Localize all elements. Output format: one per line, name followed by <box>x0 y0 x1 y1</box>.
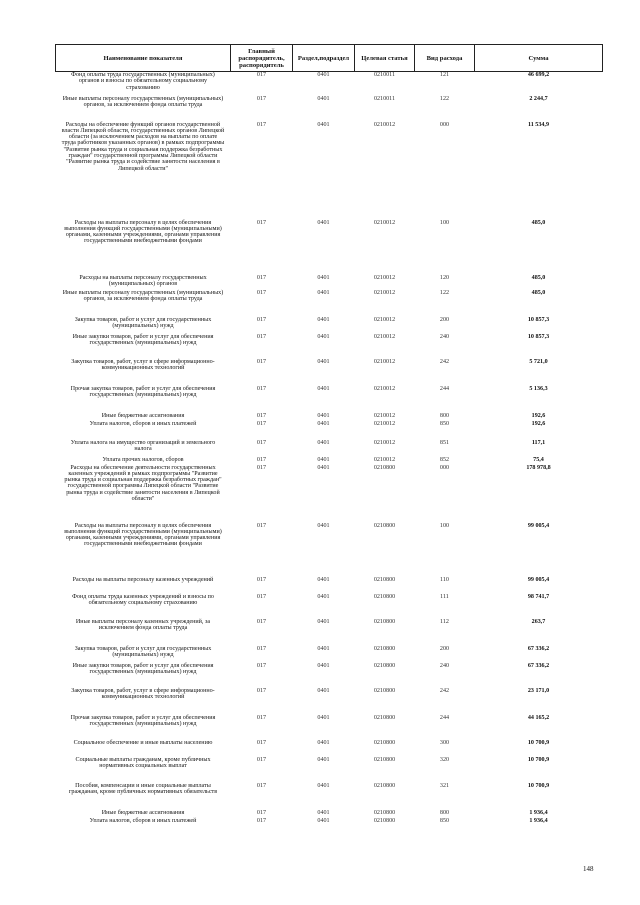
row-expense-type: 121 <box>439 72 450 78</box>
row-name: Иные выплаты персоналу государственных (муниципальных) органов, за исключением фонда оплаты труда <box>62 289 224 302</box>
row-target-article: 0210800 <box>373 782 396 789</box>
row-name: Фонд оплаты труда государственных (муниципальных) органов и взносы по обязательному социальному страхованию <box>71 72 215 91</box>
row-main-manager: 017 <box>256 385 267 392</box>
table-row <box>56 457 603 465</box>
row-section: 0401 <box>317 289 330 296</box>
row-amount: 5 136,3 <box>529 385 548 392</box>
table-row <box>56 122 603 220</box>
table-row <box>56 688 603 715</box>
row-expense-type: 120 <box>439 274 450 281</box>
row-section: 0401 <box>317 456 330 463</box>
table-body <box>56 72 603 826</box>
row-amount: 10 700,9 <box>527 756 550 763</box>
row-name: Социальное обеспечение и иные выплаты населению <box>73 739 213 746</box>
row-main-manager: 017 <box>256 289 267 296</box>
row-section: 0401 <box>317 662 330 669</box>
row-name: Иные выплаты персоналу казенных учреждений, за исключением фонда оплаты труда <box>75 618 211 631</box>
row-main-manager: 017 <box>256 739 267 746</box>
row-section: 0401 <box>317 576 330 583</box>
row-target-article: 0210800 <box>373 714 396 721</box>
row-name: Иные бюджетные ассигнования <box>101 809 185 816</box>
row-target-article: 0210012 <box>373 439 396 446</box>
row-expense-type: 122 <box>439 95 450 102</box>
table-row <box>56 421 603 440</box>
row-name: Иные выплаты персоналу государственных (муниципальных) органов, за исключением фонда оплаты труда <box>62 95 224 108</box>
row-target-article: 0210012 <box>373 274 396 281</box>
row-main-manager: 017 <box>256 576 267 583</box>
row-target-article: 0210012 <box>373 456 396 463</box>
row-amount: 1 936,4 <box>529 809 548 816</box>
row-amount: 10 857,3 <box>527 316 550 323</box>
row-main-manager: 017 <box>256 809 267 816</box>
table-row <box>56 783 603 810</box>
row-main-manager: 017 <box>256 72 267 78</box>
row-name: Расходы на выплаты персоналу государственных (муниципальных) органов <box>79 274 207 287</box>
row-expense-type: 852 <box>439 456 450 463</box>
row-main-manager: 017 <box>256 439 267 446</box>
row-amount: 192,6 <box>531 412 546 419</box>
row-amount: 178 978,8 <box>526 464 551 471</box>
row-expense-type: 240 <box>439 333 450 340</box>
row-expense-type: 111 <box>440 593 449 600</box>
row-target-article: 0210012 <box>373 385 396 392</box>
table-row <box>56 757 603 783</box>
row-expense-type: 200 <box>439 316 450 323</box>
row-main-manager: 017 <box>256 618 267 625</box>
page-number: 148 <box>583 865 594 873</box>
row-expense-type: 000 <box>439 121 450 128</box>
row-expense-type: 200 <box>439 645 450 652</box>
row-main-manager: 017 <box>256 645 267 652</box>
row-section: 0401 <box>317 219 330 226</box>
row-main-manager: 017 <box>256 219 267 226</box>
row-section: 0401 <box>317 95 330 102</box>
row-main-manager: 017 <box>256 464 267 471</box>
table-row <box>56 577 603 594</box>
row-amount: 67 336,2 <box>527 662 550 669</box>
row-name: Закупка товаров, работ и услуг для государственных (муниципальных) нужд <box>74 645 212 658</box>
row-name: Прочая закупка товаров, работ и услуг для обеспечения государственных (муниципальных) нужд <box>70 714 216 727</box>
row-target-article: 0210800 <box>373 809 396 816</box>
table-row <box>56 290 603 317</box>
row-section: 0401 <box>317 714 330 721</box>
row-target-article: 0210800 <box>373 739 396 746</box>
row-section: 0401 <box>317 782 330 789</box>
row-target-article: 0210800 <box>373 817 396 824</box>
row-section: 0401 <box>317 72 330 78</box>
row-target-article: 0210012 <box>373 333 396 340</box>
row-name: Иные закупки товаров, работ и услуг для обеспечения государственных (муниципальных) нужд <box>72 662 214 675</box>
table-row <box>56 359 603 386</box>
row-main-manager: 017 <box>256 662 267 669</box>
row-main-manager: 017 <box>256 593 267 600</box>
row-amount: 10 857,3 <box>527 333 550 340</box>
row-target-article: 0210011 <box>373 95 396 102</box>
row-amount: 485,0 <box>531 274 546 281</box>
row-name: Расходы на выплаты персоналу в целях обеспечения выполнения функций государственными (муниципальными) органами, казенными учреждениями, органами управления государственными внебюджетными фондами <box>64 522 222 548</box>
row-name: Социальные выплаты гражданам, кроме публичных нормативных социальных выплат <box>75 756 211 769</box>
row-expense-type: 240 <box>439 662 450 669</box>
row-name: Уплата налога на имущество организаций и земельного налога <box>70 439 216 452</box>
row-expense-type: 122 <box>439 289 450 296</box>
row-target-article: 0210011 <box>373 72 396 78</box>
header-row <box>56 45 603 72</box>
row-amount: 263,7 <box>531 618 546 625</box>
table-row <box>56 275 603 290</box>
row-expense-type: 800 <box>439 809 450 816</box>
table-row <box>56 96 603 122</box>
row-amount: 98 741,7 <box>527 593 550 600</box>
row-target-article: 0210800 <box>373 756 396 763</box>
row-amount: 2 244,7 <box>529 95 548 102</box>
row-expense-type: 321 <box>439 782 450 789</box>
row-amount: 44 165,2 <box>527 714 550 721</box>
row-target-article: 0210800 <box>373 522 396 529</box>
row-amount: 1 936,4 <box>529 817 548 824</box>
table-row <box>56 465 603 523</box>
row-section: 0401 <box>317 439 330 446</box>
row-amount: 46 699,2 <box>527 72 550 78</box>
row-target-article: 0210012 <box>373 420 396 427</box>
row-target-article: 0210800 <box>373 662 396 669</box>
row-section: 0401 <box>317 618 330 625</box>
header-main-manager: Главный распорядитель, распорядитель <box>231 45 293 72</box>
row-expense-type: 100 <box>439 522 450 529</box>
row-section: 0401 <box>317 739 330 746</box>
row-name: Пособия, компенсации и иные социальные выплаты гражданам, кроме публичных нормативных обязательств <box>68 782 218 795</box>
row-target-article: 0210800 <box>373 687 396 694</box>
row-expense-type: 112 <box>440 618 449 625</box>
table-row <box>56 523 603 577</box>
table-row <box>56 646 603 663</box>
row-expense-type: 242 <box>439 358 450 365</box>
row-amount: 10 700,9 <box>527 782 550 789</box>
row-name: Закупка товаров, работ, услуг в сфере информационно-коммуникационных технологий <box>71 358 215 371</box>
row-target-article: 0210012 <box>373 412 396 419</box>
row-section: 0401 <box>317 274 330 281</box>
table-row <box>56 594 603 619</box>
row-amount: 10 700,9 <box>527 739 550 746</box>
row-main-manager: 017 <box>256 522 267 529</box>
row-expense-type: 000 <box>439 464 450 471</box>
row-section: 0401 <box>317 522 330 529</box>
row-target-article: 0210012 <box>373 289 396 296</box>
row-expense-type: 244 <box>439 385 450 392</box>
row-main-manager: 017 <box>256 782 267 789</box>
row-section: 0401 <box>317 420 330 427</box>
row-expense-type: 851 <box>439 439 450 446</box>
row-target-article: 0210800 <box>373 645 396 652</box>
row-name: Уплата налогов, сборов и иных платежей <box>89 420 197 427</box>
row-section: 0401 <box>317 593 330 600</box>
row-amount: 117,1 <box>531 439 546 446</box>
table-row <box>56 386 603 413</box>
row-target-article: 0210800 <box>373 618 396 625</box>
row-amount: 485,0 <box>531 289 546 296</box>
row-target-article: 0210800 <box>373 576 396 583</box>
row-target-article: 0210012 <box>373 316 396 323</box>
row-name: Прочая закупка товаров, работ и услуг для обеспечения государственных (муниципальных) нужд <box>70 385 216 398</box>
row-target-article: 0210012 <box>373 358 396 365</box>
table-row <box>56 663 603 688</box>
row-amount: 75,4 <box>533 456 544 463</box>
row-target-article: 0210012 <box>373 121 396 128</box>
row-main-manager: 017 <box>256 412 267 419</box>
table-row <box>56 715 603 740</box>
row-main-manager: 017 <box>256 121 267 128</box>
row-amount: 192,6 <box>531 420 546 427</box>
table-row <box>56 220 603 275</box>
row-name: Закупка товаров, работ и услуг для государственных (муниципальных) нужд <box>74 316 212 329</box>
row-name: Уплата прочих налогов, сборов <box>102 456 184 463</box>
row-name: Уплата налогов, сборов и иных платежей <box>89 817 197 824</box>
row-expense-type: 320 <box>439 756 450 763</box>
row-expense-type: 800 <box>439 412 450 419</box>
row-name: Расходы на выплаты персоналу в целях обеспечения выполнения функций государственными (муниципальными) органами, казенными учреждениями, органами управления государственными внебюджетными фондами <box>64 219 222 245</box>
row-section: 0401 <box>317 645 330 652</box>
row-section: 0401 <box>317 385 330 392</box>
row-section: 0401 <box>317 464 330 471</box>
table-row <box>56 619 603 646</box>
row-name: Закупка товаров, работ, услуг в сфере информационно-коммуникационных технологий <box>71 687 215 700</box>
row-expense-type: 100 <box>439 219 450 226</box>
row-main-manager: 017 <box>256 456 267 463</box>
row-section: 0401 <box>317 412 330 419</box>
row-main-manager: 017 <box>256 316 267 323</box>
row-section: 0401 <box>317 358 330 365</box>
row-name: Расходы на выплаты персоналу казенных учреждений <box>72 576 214 583</box>
row-main-manager: 017 <box>256 817 267 824</box>
row-section: 0401 <box>317 316 330 323</box>
row-amount: 99 005,4 <box>527 576 550 583</box>
row-main-manager: 017 <box>256 95 267 102</box>
row-expense-type: 850 <box>439 817 450 824</box>
table-row <box>56 317 603 334</box>
row-main-manager: 017 <box>256 714 267 721</box>
row-section: 0401 <box>317 756 330 763</box>
row-name: Иные бюджетные ассигнования <box>101 412 185 419</box>
header-indicator-name: Наименование показателя <box>56 45 231 72</box>
table-row <box>56 818 603 826</box>
row-amount: 5 721,0 <box>529 358 548 365</box>
row-target-article: 0210800 <box>373 593 396 600</box>
row-amount: 99 005,4 <box>527 522 550 529</box>
table-row <box>56 334 603 359</box>
budget-table <box>55 44 603 826</box>
row-main-manager: 017 <box>256 420 267 427</box>
table-row <box>56 740 603 757</box>
row-name: Расходы на обеспечение деятельности государственных казенных учреждений в рамках подпрограммы "Развитие рынка труда и социальная поддержка безработных граждан" государственной программы Липецкой области "Развитие рынка труда и содействие занятости населения в Липецкой области" <box>64 464 222 502</box>
row-amount: 485,0 <box>531 219 546 226</box>
header-section: Раздел,подраздел <box>293 45 355 72</box>
row-name: Иные закупки товаров, работ и услуг для обеспечения государственных (муниципальных) нужд <box>72 333 214 346</box>
row-main-manager: 017 <box>256 274 267 281</box>
table-row <box>56 810 603 818</box>
row-section: 0401 <box>317 809 330 816</box>
row-section: 0401 <box>317 817 330 824</box>
row-expense-type: 110 <box>440 576 449 583</box>
table-header <box>56 45 603 72</box>
row-expense-type: 300 <box>439 739 450 746</box>
table-row <box>56 440 603 457</box>
row-expense-type: 244 <box>439 714 450 721</box>
row-section: 0401 <box>317 687 330 694</box>
row-amount: 11 534,9 <box>528 121 549 128</box>
header-amount: Сумма <box>475 45 603 72</box>
row-name: Расходы на обеспечение функций органов государственной власти Липецкой области, государственных органов Липецкой области (за исключением расходов на выплаты по оплате труда работников указанных органов) в рамках подпрограммы "Развитие рынка труда и социальная поддержка безработных граждан" государственной программы Липецкой области "Развитие рынка труда и содействие занятости населения в Липецкой области" <box>61 121 225 172</box>
row-amount: 67 336,2 <box>527 645 550 652</box>
row-section: 0401 <box>317 333 330 340</box>
row-main-manager: 017 <box>256 333 267 340</box>
row-target-article: 0210012 <box>373 219 396 226</box>
header-expense-type: Вид расхода <box>415 45 475 72</box>
row-main-manager: 017 <box>256 756 267 763</box>
row-name: Фонд оплаты труда казенных учреждений и взносы по обязательному социальному страхованию <box>72 593 214 606</box>
row-section: 0401 <box>317 121 330 128</box>
row-amount: 23 171,0 <box>527 687 550 694</box>
row-main-manager: 017 <box>256 687 267 694</box>
row-expense-type: 242 <box>439 687 450 694</box>
row-expense-type: 850 <box>439 420 450 427</box>
row-main-manager: 017 <box>256 358 267 365</box>
table-row <box>56 72 603 96</box>
header-target-article: Целевая статья <box>355 45 415 72</box>
row-target-article: 0210800 <box>373 464 396 471</box>
table-row <box>56 413 603 421</box>
